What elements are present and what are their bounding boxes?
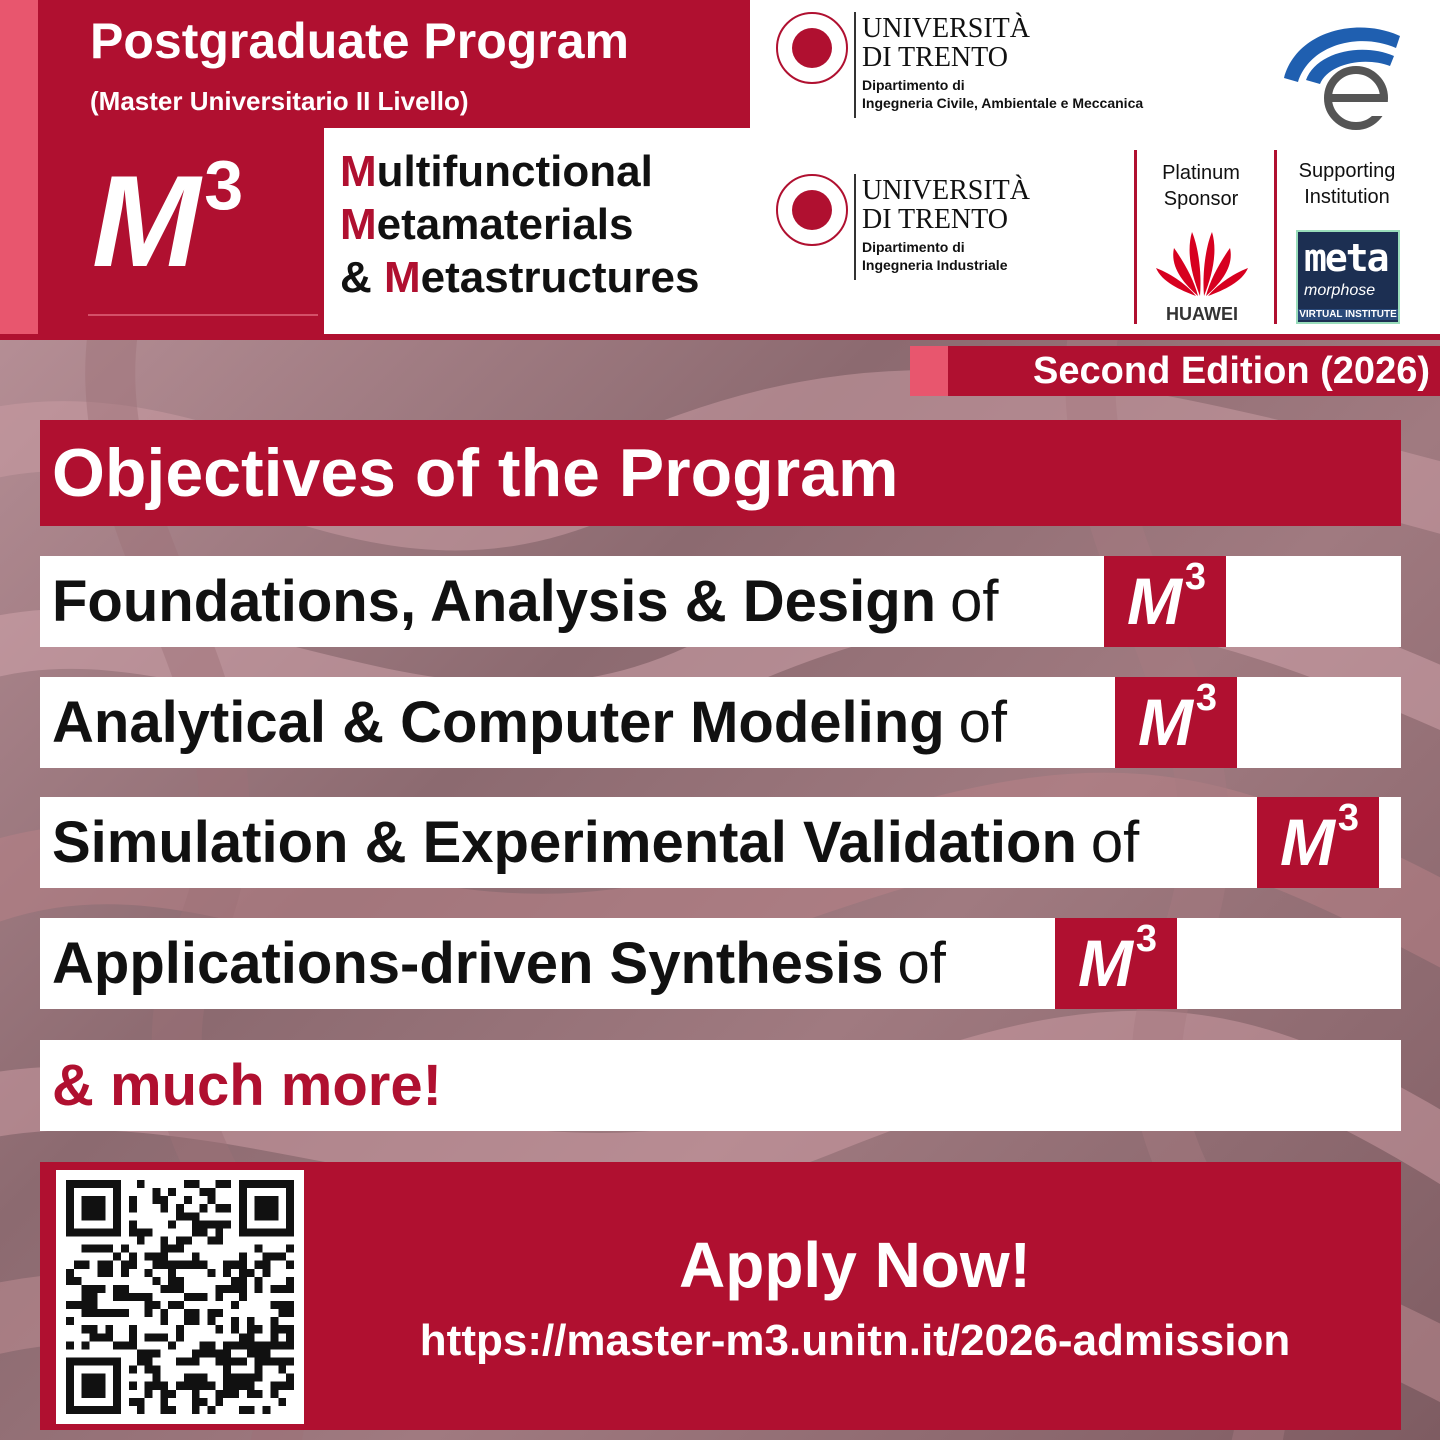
logo-text: meta (1304, 236, 1388, 280)
logo-text: morphose (1304, 282, 1376, 299)
objective-item (40, 797, 1401, 888)
objective-item (40, 556, 1401, 647)
m3-badge (1104, 556, 1226, 647)
m3-badge-letter: M (1077, 926, 1130, 1000)
apply-section (40, 1162, 1401, 1430)
m3-badge-exponent: 3 (1195, 677, 1215, 719)
objective-item (40, 918, 1401, 1009)
department-name (862, 76, 1143, 112)
department-line: Dipartimento di (862, 77, 965, 93)
objective-text: Analytical & Computer Modeling (52, 690, 945, 755)
m3-badge (1115, 677, 1237, 768)
cee-logo-icon (1276, 12, 1406, 132)
qr-code-icon (66, 1180, 294, 1414)
program-name-word: etamaterials (376, 199, 634, 249)
divider (854, 12, 856, 118)
m3-badge (1257, 797, 1379, 888)
university-name-line: DI TRENTO (862, 204, 1008, 236)
apply-now-title: Apply Now! (679, 1229, 1031, 1301)
university-name (862, 176, 1030, 235)
objective-connector: of (958, 690, 1008, 755)
department-line: Dipartimento di (862, 239, 965, 255)
objective-connector: of (950, 569, 999, 634)
university-seal-icon (776, 174, 848, 246)
m3-logo-exponent: 3 (204, 146, 238, 224)
label-line: Institution (1304, 186, 1390, 208)
program-name-word: etastructures (420, 252, 700, 302)
huawei-flower-icon (1152, 226, 1252, 298)
program-title: Postgraduate Program (90, 13, 630, 69)
accent-stripe (38, 0, 80, 334)
m3-logo-letter: M (92, 148, 195, 294)
label-line: Sponsor (1163, 188, 1239, 210)
m3-badge-letter: M (1137, 685, 1190, 759)
metamorphose-logo (1296, 230, 1400, 324)
objective-connector: of (1090, 810, 1140, 875)
objective-item (40, 677, 1401, 768)
objective-text: Simulation & Experimental Validation (52, 810, 1077, 875)
m3-badge-exponent: 3 (1135, 918, 1155, 960)
program-name-line-2 (340, 199, 699, 252)
supporting-institution-label (1284, 158, 1410, 210)
objective-connector: of (897, 931, 946, 996)
header (0, 0, 1440, 334)
department-name (862, 238, 1007, 274)
admission-link[interactable]: https://master-m3.unitn.it/2026-admission (419, 1316, 1291, 1365)
logo-text: VIRTUAL INSTITUTE (1299, 309, 1397, 320)
ampersand: & (340, 252, 384, 302)
divider (1274, 150, 1277, 324)
much-more-text: & much more! (40, 1040, 1401, 1131)
university-name-line: UNIVERSITÀ (862, 13, 1030, 44)
initial-m: M (384, 252, 421, 302)
program-title-block (80, 0, 750, 128)
university-name-line: DI TRENTO (862, 42, 1008, 74)
divider (1134, 150, 1137, 324)
department-line: Ingegneria Civile, Ambientale e Meccanica (862, 95, 1144, 112)
platinum-sponsor-label (1144, 160, 1258, 212)
sponsor-name: HUAWEI (1166, 304, 1238, 324)
initial-m: M (340, 199, 377, 249)
accent-stripe (0, 0, 38, 334)
university-logo-dicam (776, 12, 1166, 132)
edition-accent-stripe (910, 346, 948, 396)
label-line: Supporting (1298, 160, 1396, 182)
university-seal-icon (776, 12, 848, 84)
m3-logo-text (92, 146, 238, 294)
university-logo-dii (776, 174, 1166, 294)
edition-badge: Second Edition (2026) (948, 346, 1440, 396)
program-subtitle: (Master Universitario II Livello) (90, 86, 469, 116)
m3-badge-letter: M (1279, 805, 1332, 879)
divider (854, 174, 856, 280)
program-name-line-1 (340, 146, 699, 199)
program-name (340, 146, 699, 304)
logo-underline (88, 314, 318, 316)
initial-m: M (340, 147, 377, 196)
label-line: Platinum (1162, 162, 1240, 184)
m3-badge-exponent: 3 (1184, 556, 1204, 598)
header-divider (0, 334, 1440, 340)
m3-badge-letter: M (1126, 564, 1179, 638)
department-line: Ingegneria Industriale (862, 257, 1008, 274)
program-name-word: ultifunctional (376, 147, 653, 196)
qr-code[interactable] (56, 1170, 304, 1424)
university-name-line: UNIVERSITÀ (862, 175, 1030, 206)
m3-badge (1055, 918, 1177, 1009)
m3-logo (80, 128, 324, 334)
objective-text: Applications-driven Synthesis (52, 931, 884, 996)
university-name (862, 14, 1030, 73)
objectives-title: Objectives of the Program (40, 420, 1401, 526)
m3-badge-exponent: 3 (1337, 797, 1357, 839)
objective-text: Foundations, Analysis & Design (52, 569, 937, 634)
program-name-line-3 (340, 252, 699, 305)
